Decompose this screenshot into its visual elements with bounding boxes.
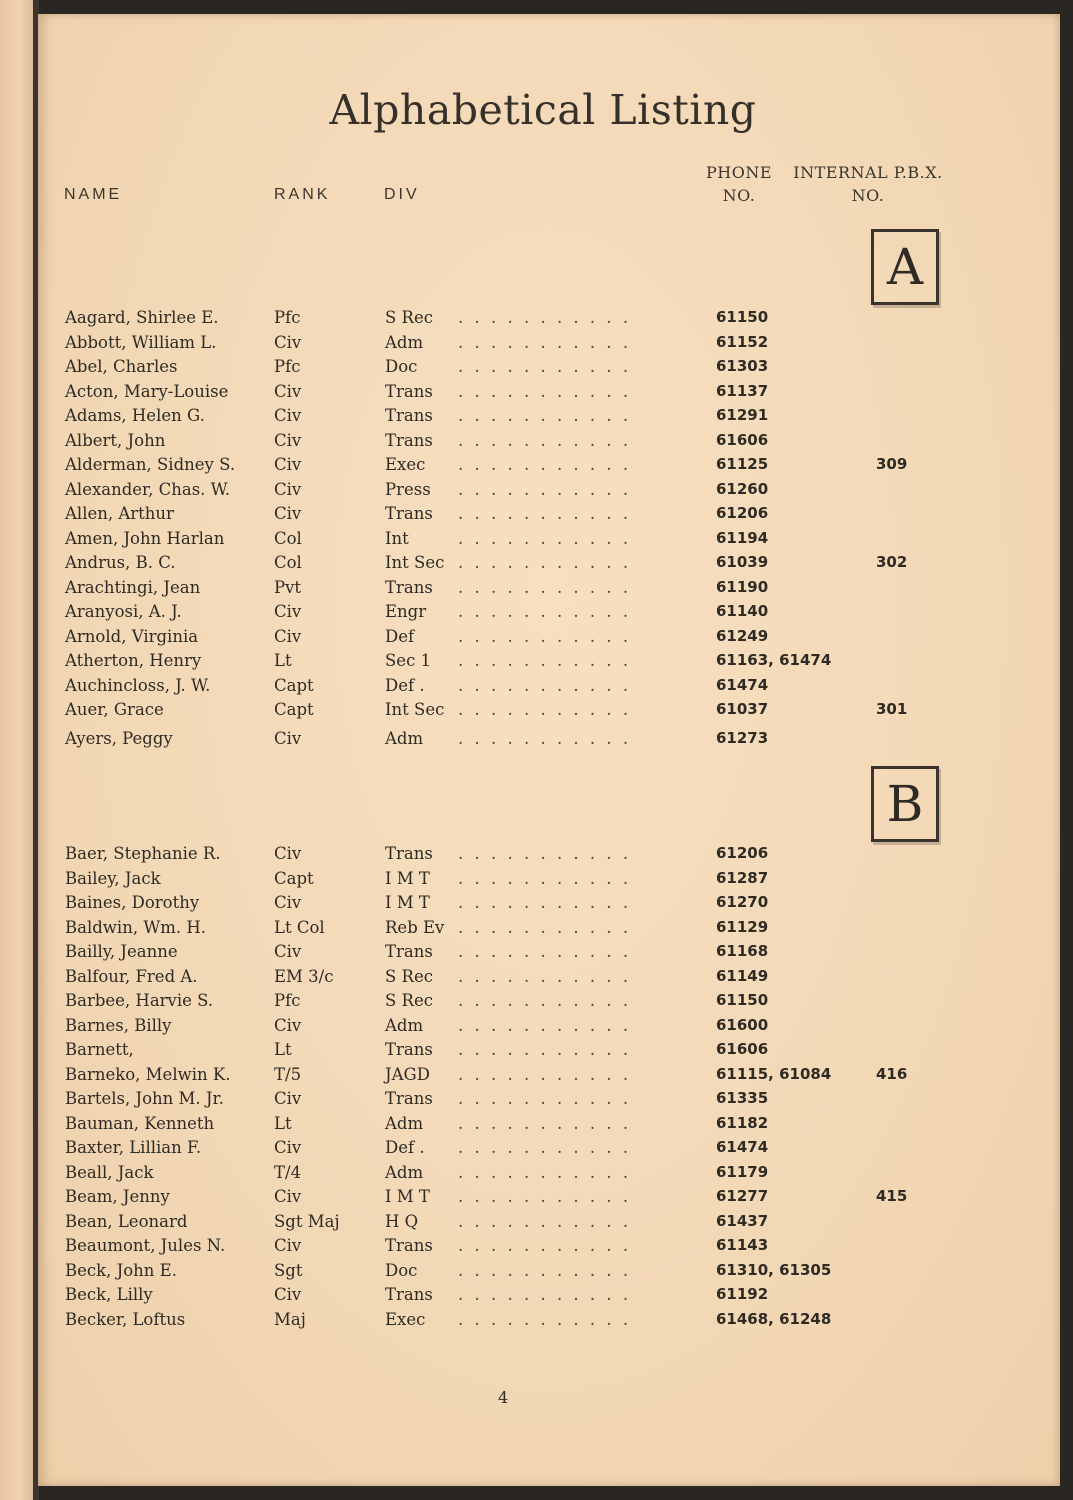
- leader-dots: . . . . . . . . . . .: [458, 381, 632, 401]
- cell-phone: 61037: [716, 700, 769, 718]
- cell-div: I M T: [385, 868, 430, 888]
- table-row: [38, 308, 1038, 332]
- cell-name: Balfour, Fred A.: [65, 966, 198, 986]
- leader-dots: . . . . . . . . . . .: [458, 577, 632, 597]
- table-row: [38, 893, 1038, 917]
- leader-dots: . . . . . . . . . . .: [458, 844, 632, 863]
- cell-name: Amen, John Harlan: [65, 528, 225, 548]
- cell-name: Acton, Mary-Louise: [65, 381, 229, 401]
- cell-name: Alderman, Sidney S.: [65, 455, 236, 474]
- cell-div: JAGD: [385, 1064, 430, 1084]
- table-row: [38, 1089, 1038, 1113]
- cell-phone: 61152: [716, 332, 769, 351]
- leader-dots: . . . . . . . . . . .: [458, 700, 632, 719]
- leader-dots: . . . . . . . . . . .: [458, 893, 632, 912]
- cell-rank: Civ: [274, 893, 302, 912]
- cell-pbx: 415: [876, 1187, 908, 1205]
- header-name: NAME: [64, 186, 123, 203]
- leader-dots: . . . . . . . . . . .: [458, 1040, 632, 1059]
- cell-name: Arachtingi, Jean: [65, 577, 201, 597]
- cell-div: Trans: [385, 381, 433, 401]
- table-row: [38, 529, 1038, 553]
- cell-name: Beck, Lilly: [65, 1285, 153, 1304]
- table-row: [38, 382, 1038, 406]
- cell-div: Adm: [385, 1113, 424, 1133]
- cell-phone: 61190: [716, 577, 769, 596]
- cell-name: Barnes, Billy: [65, 1015, 172, 1035]
- cell-phone: 61260: [716, 479, 769, 498]
- cell-div: Trans: [385, 942, 433, 961]
- leader-dots: . . . . . . . . . . .: [458, 406, 632, 425]
- cell-div: Trans: [385, 504, 433, 523]
- cell-name: Adams, Helen G.: [65, 406, 205, 425]
- cell-rank: Capt: [274, 868, 314, 888]
- header-phone: [698, 161, 780, 207]
- table-row: [38, 602, 1038, 626]
- cell-phone: 61277: [716, 1187, 769, 1205]
- cell-rank: Lt: [274, 651, 292, 670]
- cell-name: Bailey, Jack: [65, 868, 161, 888]
- leader-dots: . . . . . . . . . . .: [458, 1064, 632, 1084]
- cell-rank: Civ: [274, 728, 302, 748]
- cell-div: Int Sec: [385, 553, 445, 572]
- leader-dots: . . . . . . . . . . .: [458, 528, 632, 548]
- cell-name: Abbott, William L.: [65, 332, 217, 352]
- table-row: [38, 1065, 1038, 1089]
- table-row: [38, 869, 1038, 893]
- cell-rank: Pfc: [274, 991, 301, 1010]
- section-letter-a: A: [871, 229, 939, 305]
- cell-pbx: 302: [876, 553, 908, 571]
- cell-div: Reb Ev: [385, 917, 445, 937]
- cell-div: Trans: [385, 1285, 433, 1304]
- cell-div: Trans: [385, 1236, 433, 1255]
- cell-phone: 61437: [716, 1211, 769, 1230]
- cell-rank: Capt: [274, 675, 314, 695]
- cell-name: Abel, Charles: [65, 357, 178, 376]
- cell-phone: 61194: [716, 528, 769, 547]
- cell-name: Andrus, B. C.: [65, 553, 176, 572]
- cell-name: Beall, Jack: [65, 1162, 154, 1182]
- table-row: [38, 676, 1038, 700]
- cell-phone: 61606: [716, 430, 769, 449]
- table-row: [38, 1236, 1038, 1260]
- table-row: [38, 700, 1038, 724]
- table-row: [38, 1212, 1038, 1236]
- cell-div: Trans: [385, 430, 433, 450]
- cell-rank: Pfc: [274, 308, 301, 327]
- table-row: [38, 1285, 1038, 1309]
- cell-phone: 61168: [716, 942, 769, 960]
- cell-div: Adm: [385, 1015, 424, 1035]
- cell-phone: 61192: [716, 1285, 769, 1303]
- page-title: Alphabetical Listing: [329, 86, 757, 134]
- cell-div: Sec 1: [385, 651, 432, 670]
- cell-rank: Sgt: [274, 1260, 303, 1280]
- cell-div: Def .: [385, 675, 425, 695]
- cell-phone: 61206: [716, 504, 769, 522]
- cell-name: Bean, Leonard: [65, 1211, 188, 1231]
- cell-rank: Civ: [274, 430, 302, 450]
- table-row: [38, 455, 1038, 479]
- cell-phone: 61129: [716, 917, 769, 936]
- cell-div: Adm: [385, 332, 424, 352]
- leader-dots: . . . . . . . . . . .: [458, 479, 632, 499]
- cell-rank: Civ: [274, 1236, 302, 1255]
- leader-dots: . . . . . . . . . . .: [458, 430, 632, 450]
- cell-rank: Civ: [274, 381, 302, 401]
- cell-rank: Civ: [274, 942, 302, 961]
- header-div: DIV: [384, 186, 420, 203]
- cell-rank: Lt: [274, 1040, 292, 1059]
- cell-phone: 61270: [716, 893, 769, 911]
- cell-name: Atherton, Henry: [65, 651, 202, 670]
- cell-div: Trans: [385, 1040, 433, 1059]
- leader-dots: . . . . . . . . . . .: [458, 868, 632, 888]
- directory-page: [38, 14, 1060, 1486]
- cell-div: Engr: [385, 602, 427, 621]
- cell-div: Doc: [385, 1260, 418, 1280]
- leader-dots: . . . . . . . . . . .: [458, 917, 632, 937]
- cell-div: Int Sec: [385, 700, 445, 719]
- header-phone-line1: PHONE: [705, 163, 772, 182]
- cell-rank: Civ: [274, 406, 302, 425]
- cell-name: Baines, Dorothy: [65, 893, 200, 912]
- cell-name: Alexander, Chas. W.: [65, 479, 230, 499]
- cell-phone: 61291: [716, 406, 769, 424]
- cell-phone: 61140: [716, 602, 769, 620]
- table-row: [38, 729, 1038, 753]
- cell-rank: Civ: [274, 1089, 302, 1108]
- cell-rank: Lt Col: [274, 917, 325, 937]
- cell-phone: 61143: [716, 1236, 769, 1254]
- table-row: [38, 1261, 1038, 1285]
- cell-phone: 61468, 61248: [716, 1309, 832, 1328]
- table-row: [38, 504, 1038, 528]
- header-rank: RANK: [274, 186, 331, 203]
- cell-name: Baxter, Lillian F.: [65, 1138, 202, 1157]
- cell-rank: Pvt: [274, 577, 302, 597]
- table-row: [38, 918, 1038, 942]
- header-pbx-line2: NO.: [851, 186, 885, 205]
- cell-name: Barnett,: [65, 1040, 134, 1059]
- cell-rank: Col: [274, 553, 302, 572]
- cell-div: I M T: [385, 893, 430, 912]
- table-row: [38, 1310, 1038, 1334]
- cell-pbx: 301: [876, 700, 908, 718]
- cell-rank: Civ: [274, 844, 302, 863]
- cell-name: Barbee, Harvie S.: [65, 991, 214, 1010]
- cell-div: S Rec: [385, 308, 433, 327]
- cell-name: Auer, Grace: [65, 700, 164, 719]
- table-row: [38, 1040, 1038, 1064]
- cell-name: Ayers, Peggy: [65, 728, 173, 748]
- cell-phone: 61115, 61084: [716, 1064, 832, 1083]
- leader-dots: . . . . . . . . . . .: [458, 504, 632, 523]
- table-row: [38, 942, 1038, 966]
- table-row: [38, 627, 1038, 651]
- cell-div: Def: [385, 626, 415, 646]
- leader-dots: . . . . . . . . . . .: [458, 1211, 632, 1231]
- cell-phone: 61249: [716, 626, 769, 645]
- leader-dots: . . . . . . . . . . .: [458, 675, 632, 695]
- cell-div: H Q: [385, 1211, 419, 1231]
- leader-dots: . . . . . . . . . . .: [458, 626, 632, 646]
- leader-dots: . . . . . . . . . . .: [458, 728, 632, 748]
- section-letter-b: B: [871, 766, 939, 842]
- cell-name: Aagard, Shirlee E.: [65, 308, 219, 327]
- leader-dots: . . . . . . . . . . .: [458, 1089, 632, 1108]
- cell-div: Exec: [385, 455, 426, 474]
- cell-rank: Col: [274, 528, 302, 548]
- cell-phone: 61303: [716, 357, 769, 375]
- leader-dots: . . . . . . . . . . .: [458, 1236, 632, 1255]
- cell-pbx: 309: [876, 455, 908, 473]
- cell-phone: 61149: [716, 966, 769, 985]
- leader-dots: . . . . . . . . . . .: [458, 602, 632, 621]
- table-row: [38, 1163, 1038, 1187]
- cell-phone: 61150: [716, 991, 769, 1009]
- cell-phone: 61287: [716, 868, 769, 887]
- cell-name: Barneko, Melwin K.: [65, 1064, 231, 1084]
- table-row: [38, 357, 1038, 381]
- leader-dots: . . . . . . . . . . .: [458, 1285, 632, 1304]
- table-row: [38, 967, 1038, 991]
- cell-name: Arnold, Virginia: [65, 626, 199, 646]
- leader-dots: . . . . . . . . . . .: [458, 308, 632, 327]
- cell-phone: 61474: [716, 1138, 769, 1156]
- cell-div: Exec: [385, 1309, 426, 1329]
- cell-rank: Maj: [274, 1309, 306, 1329]
- cell-div: Trans: [385, 406, 433, 425]
- table-row: [38, 1016, 1038, 1040]
- cell-rank: Civ: [274, 479, 302, 499]
- cell-pbx: 416: [876, 1064, 908, 1083]
- leader-dots: . . . . . . . . . . .: [458, 651, 632, 670]
- cell-rank: Civ: [274, 1015, 302, 1035]
- header-pbx-line1: INTERNAL P.B.X.: [793, 163, 943, 182]
- leader-dots: . . . . . . . . . . .: [458, 942, 632, 961]
- cell-div: Doc: [385, 357, 418, 376]
- cell-name: Baldwin, Wm. H.: [65, 917, 207, 937]
- cell-phone: 61182: [716, 1113, 769, 1132]
- table-row: [38, 991, 1038, 1015]
- cell-name: Beam, Jenny: [65, 1187, 170, 1206]
- cell-phone: 61163, 61474: [716, 651, 832, 669]
- leader-dots: . . . . . . . . . . .: [458, 1187, 632, 1206]
- cell-name: Aranyosi, A. J.: [65, 602, 182, 621]
- cell-phone: 61600: [716, 1015, 769, 1034]
- cell-phone: 61474: [716, 675, 769, 694]
- table-row: [38, 406, 1038, 430]
- table-row: [38, 480, 1038, 504]
- leader-dots: . . . . . . . . . . .: [458, 1260, 632, 1280]
- table-row: [38, 844, 1038, 868]
- leader-dots: . . . . . . . . . . .: [458, 332, 632, 352]
- table-row: [38, 431, 1038, 455]
- cell-rank: Civ: [274, 455, 302, 474]
- cell-name: Baer, Stephanie R.: [65, 844, 221, 863]
- cell-name: Bartels, John M. Jr.: [65, 1089, 224, 1108]
- cell-phone: 61273: [716, 728, 769, 747]
- cell-div: Trans: [385, 1089, 433, 1108]
- table-row: [38, 1138, 1038, 1162]
- cell-rank: Civ: [274, 602, 302, 621]
- cell-name: Becker, Loftus: [65, 1309, 186, 1329]
- leader-dots: . . . . . . . . . . .: [458, 1015, 632, 1035]
- cell-rank: Civ: [274, 1138, 302, 1157]
- table-row: [38, 333, 1038, 357]
- cell-name: Beck, John E.: [65, 1260, 177, 1280]
- table-row: [38, 578, 1038, 602]
- cell-rank: Civ: [274, 504, 302, 523]
- cell-div: Trans: [385, 577, 433, 597]
- header-phone-line2: NO.: [722, 186, 756, 205]
- leader-dots: . . . . . . . . . . .: [458, 1138, 632, 1157]
- cell-div: S Rec: [385, 966, 433, 986]
- cell-name: Allen, Arthur: [65, 504, 174, 523]
- cell-phone: 61179: [716, 1162, 769, 1181]
- cell-rank: Civ: [274, 332, 302, 352]
- leader-dots: . . . . . . . . . . .: [458, 966, 632, 986]
- cell-rank: Capt: [274, 700, 314, 719]
- cell-name: Auchincloss, J. W.: [65, 675, 211, 695]
- cell-phone: 61335: [716, 1089, 769, 1107]
- cell-div: S Rec: [385, 991, 433, 1010]
- leader-dots: . . . . . . . . . . .: [458, 553, 632, 572]
- cell-div: I M T: [385, 1187, 430, 1206]
- header-pbx: [788, 161, 948, 207]
- facing-page-edge: [0, 0, 36, 1500]
- cell-div: Adm: [385, 1162, 424, 1182]
- leader-dots: . . . . . . . . . . .: [458, 357, 632, 376]
- cell-rank: Lt: [274, 1113, 292, 1133]
- cell-rank: Sgt Maj: [274, 1211, 340, 1231]
- table-row: [38, 1114, 1038, 1138]
- leader-dots: . . . . . . . . . . .: [458, 1309, 632, 1329]
- leader-dots: . . . . . . . . . . .: [458, 1113, 632, 1133]
- cell-phone: 61150: [716, 308, 769, 326]
- cell-div: Int: [385, 528, 409, 548]
- cell-div: Def .: [385, 1138, 425, 1157]
- cell-rank: T/4: [274, 1162, 302, 1182]
- cell-rank: T/5: [274, 1064, 302, 1084]
- leader-dots: . . . . . . . . . . .: [458, 455, 632, 474]
- cell-name: Bailly, Jeanne: [65, 942, 178, 961]
- cell-phone: 61310, 61305: [716, 1260, 832, 1279]
- table-row: [38, 651, 1038, 675]
- cell-rank: EM 3/c: [274, 966, 334, 986]
- table-row: [38, 553, 1038, 577]
- cell-div: Adm: [385, 728, 424, 748]
- cell-name: Beaumont, Jules N.: [65, 1236, 226, 1255]
- cell-phone: 61125: [716, 455, 769, 473]
- cell-div: Press: [385, 479, 431, 499]
- leader-dots: . . . . . . . . . . .: [458, 1162, 632, 1182]
- cell-name: Albert, John: [65, 430, 166, 450]
- cell-phone: 61137: [716, 381, 769, 400]
- cell-phone: 61039: [716, 553, 769, 571]
- page-number: 4: [498, 1388, 509, 1407]
- table-row: [38, 1187, 1038, 1211]
- cell-phone: 61206: [716, 844, 769, 862]
- cell-rank: Civ: [274, 626, 302, 646]
- cell-rank: Civ: [274, 1285, 302, 1304]
- cell-rank: Pfc: [274, 357, 301, 376]
- cell-name: Bauman, Kenneth: [65, 1113, 215, 1133]
- cell-div: Trans: [385, 844, 433, 863]
- cell-rank: Civ: [274, 1187, 302, 1206]
- cell-phone: 61606: [716, 1040, 769, 1058]
- leader-dots: . . . . . . . . . . .: [458, 991, 632, 1010]
